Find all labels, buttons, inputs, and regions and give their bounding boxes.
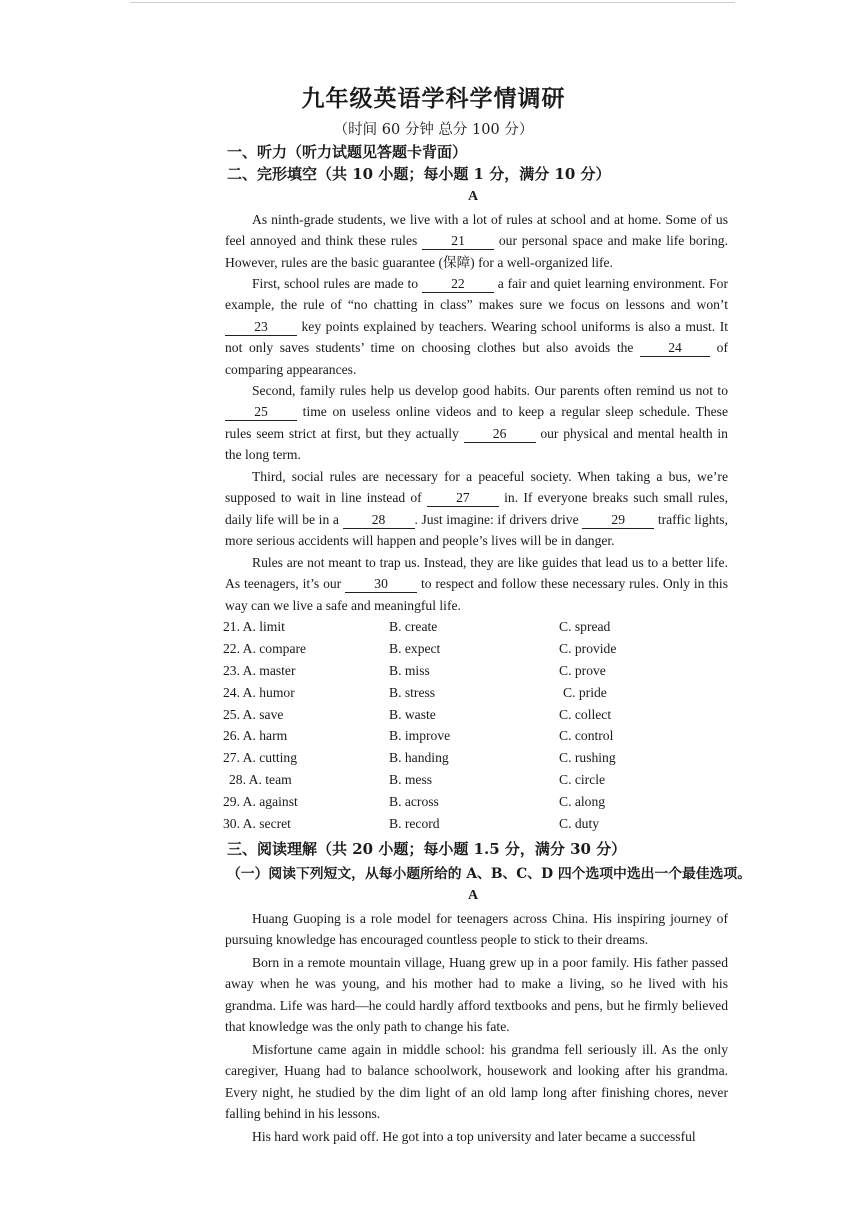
- option-b: B. across: [389, 794, 439, 810]
- option-row-21: [223, 616, 743, 638]
- section-listening-heading: 一、听力（听力试题见答题卡背面）: [227, 143, 468, 161]
- exam-subtitle: （时间 60 分钟 总分 100 分）: [333, 122, 534, 138]
- option-row-27: [223, 747, 743, 769]
- option-c: C. collect: [559, 706, 612, 722]
- option-c: C. spread: [559, 619, 611, 634]
- cloze-blank-24: 24: [640, 340, 710, 357]
- option-b: B. handing: [389, 750, 449, 766]
- cloze-blank-28: 28: [343, 512, 415, 529]
- option-row-29: [223, 791, 743, 813]
- option-row-26: [223, 725, 743, 747]
- reading-paragraph-2: Born in a remote mountain village, Huang grew up in a poor family. His father passed away when he was young, and his mother had to make a living, so he lived with his grandma. Life was hard—he could hardly afford textbooks and pens, but he firmly believed that knowledge was the only path to change his fate.: [225, 955, 728, 1035]
- cloze-text: key points explained by teachers. Wearing school uniforms is also a must. It not only saves students’ time on choosing clothes but also avoids the: [225, 318, 728, 356]
- option-a: 24. A. humor: [223, 684, 295, 700]
- section-reading-heading: 三、阅读理解（共 20 小题；每小题 1.5 分，满分 30 分）: [227, 840, 627, 858]
- cloze-blank-23: 23: [225, 319, 297, 336]
- cloze-text: in. If everyone breaks such small rules, daily life will be in a: [225, 490, 728, 527]
- option-row-24: [223, 682, 743, 704]
- cloze-text: Second, family rules help us develop good habits. Our parents often remind us not to: [252, 383, 728, 398]
- cloze-text: Rules are not meant to trap us. Instead, they are like guides that lead us to a better life. As teenagers, it’s our: [225, 555, 728, 592]
- cloze-text: a fair and quiet learning environment. For example, the rule of “no chatting in class” makes sure we focus on lessons and won’t: [225, 276, 728, 313]
- cloze-options-list: [223, 616, 743, 835]
- option-b: B. record: [389, 816, 440, 832]
- cloze-text: of comparing appearances.: [225, 340, 728, 377]
- section-cloze-heading: 二、完形填空（共 10 小题；每小题 1 分，满分 10 分）: [227, 165, 611, 183]
- option-c: C. pride: [563, 684, 607, 700]
- cloze-text: traffic lights, more serious accidents will happen and people’s lives will be in danger.: [225, 511, 728, 549]
- cloze-text: our physical and mental health in the long term.: [225, 425, 728, 463]
- option-a: 23. A. master: [223, 662, 296, 678]
- cloze-text: . Just imagine: if drivers drive: [414, 511, 583, 527]
- cloze-paragraph-2: [225, 273, 728, 380]
- option-c: C. prove: [559, 662, 606, 678]
- option-a: 29. A. against: [223, 794, 298, 810]
- option-a: 28. A. team: [229, 772, 292, 788]
- option-row-23: [223, 660, 743, 682]
- cloze-paragraph-5: [225, 552, 728, 616]
- reading-passage-label: A: [467, 888, 479, 903]
- cloze-blank-26: 26: [464, 426, 536, 443]
- cloze-blank-27: 27: [427, 490, 499, 507]
- reading-instruction: （一）阅读下列短文，从每小题所给的 A、B、C、D 四个选项中选出一个最佳选项。: [227, 866, 752, 882]
- option-c: C. circle: [559, 772, 606, 788]
- cloze-paragraph-1: [225, 209, 728, 273]
- page-top-border: [130, 2, 735, 3]
- option-b: B. waste: [389, 706, 436, 722]
- cloze-blank-22: 22: [422, 276, 494, 293]
- option-b: B. create: [389, 619, 438, 634]
- cloze-text: Third, social rules are necessary for a peaceful society. When taking a bus, we’re supposed to wait in line instead of: [225, 469, 728, 506]
- cloze-blank-30: 30: [345, 576, 417, 593]
- cloze-text: First, school rules are made to: [252, 276, 422, 291]
- cloze-blank-25: 25: [225, 404, 297, 421]
- reading-paragraph-4: His hard work paid off. He got into a top university and later became a successful: [252, 1129, 696, 1144]
- cloze-paragraph-3: [225, 380, 728, 466]
- option-row-28: [223, 769, 743, 791]
- cloze-passage-label: A: [467, 189, 479, 204]
- cloze-blank-29: 29: [582, 512, 654, 529]
- option-b: B. stress: [389, 684, 436, 700]
- reading-paragraph-1: Huang Guoping is a role model for teenagers across China. His inspiring journey of pursuing knowledge has encouraged countless people to stick to their dreams.: [225, 911, 728, 948]
- cloze-text: time on useless online videos and to keep a regular sleep schedule. These rules seem strict at first, but they actually: [225, 404, 728, 441]
- cloze-text: to respect and follow these necessary rules. Only in this way can we live a safe and meaningful life.: [225, 576, 728, 613]
- option-row-25: [223, 704, 743, 726]
- option-a: 27. A. cutting: [223, 750, 298, 766]
- option-a: 22. A. compare: [223, 640, 307, 656]
- option-a: 21. A. limit: [223, 619, 285, 634]
- option-b: B. miss: [389, 662, 430, 678]
- option-b: B. mess: [389, 772, 433, 788]
- option-c: C. duty: [559, 816, 600, 832]
- option-row-30: [223, 813, 743, 835]
- exam-title: 九年级英语学科学情调研: [301, 85, 566, 112]
- option-a: 30. A. secret: [223, 816, 291, 832]
- cloze-blank-21: 21: [422, 233, 494, 250]
- option-a: 25. A. save: [223, 706, 284, 722]
- option-b: B. improve: [389, 728, 451, 744]
- option-c: C. along: [559, 794, 606, 810]
- option-c: C. control: [559, 728, 614, 744]
- cloze-text: our personal space and make life boring. However, rules are the basic guarantee (保障) for a well-organized life.: [225, 233, 728, 270]
- option-c: C. provide: [559, 640, 617, 656]
- option-b: B. expect: [389, 640, 441, 656]
- option-a: 26. A. harm: [223, 728, 288, 744]
- option-row-22: [223, 638, 743, 660]
- cloze-paragraph-4: [225, 466, 728, 552]
- reading-paragraph-3: Misfortune came again in middle school: his grandma fell seriously ill. As the only caregiver, Huang had to balance schoolwork, housework and looking after his grandma. Every night, he studied by the dim light of an old lamp long after finishing chores, never falling behind in his lessons.: [225, 1042, 728, 1122]
- option-c: C. rushing: [559, 750, 616, 766]
- cloze-text: As ninth-grade students, we live with a lot of rules at school and at home. Some of us feel annoyed and think these rules: [225, 212, 728, 249]
